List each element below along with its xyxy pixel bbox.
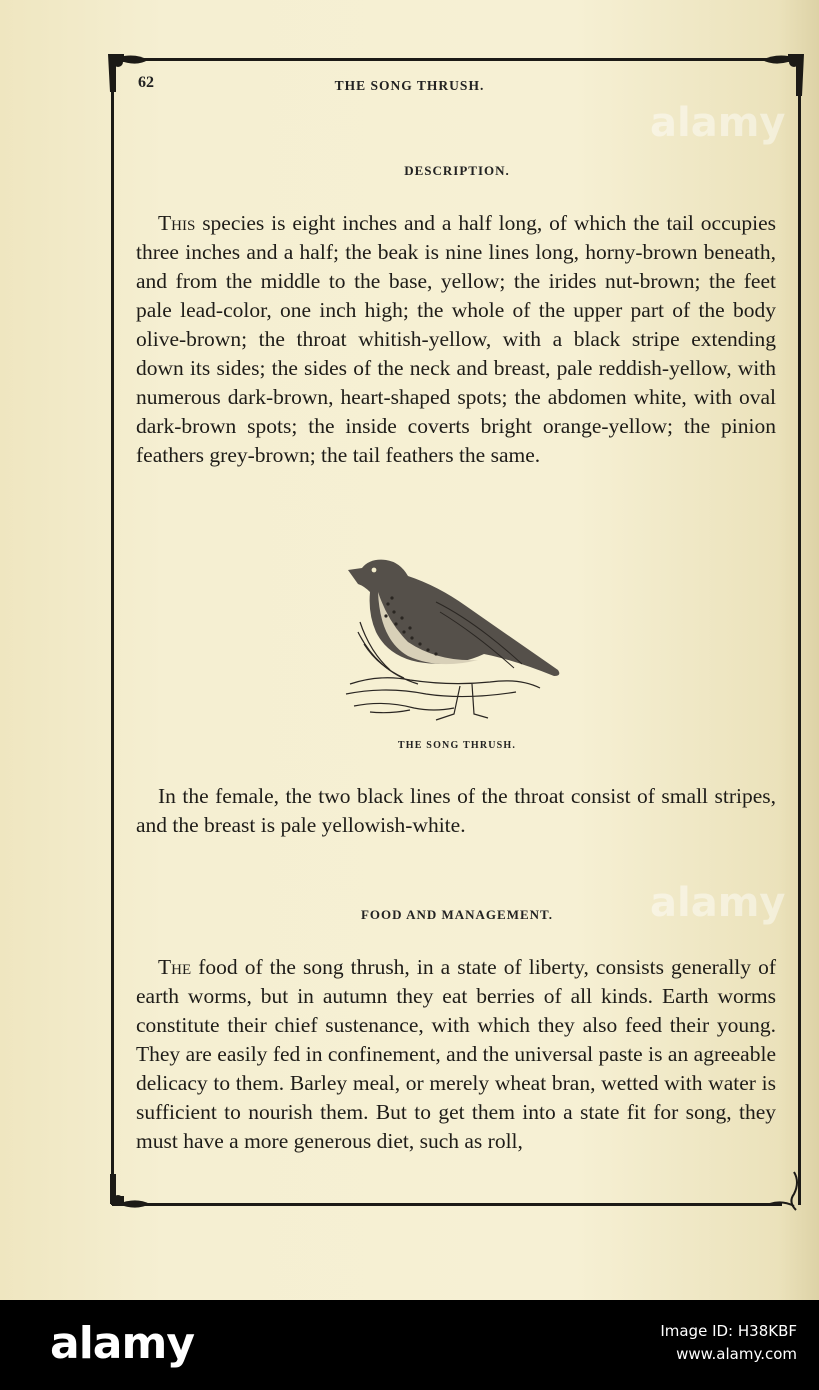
female-note-paragraph: In the female, the two black lines of the throat consist of small stripes, and the breast is pale yellowish-white. <box>136 784 776 837</box>
stock-logo: alamy <box>50 1318 194 1369</box>
corner-ornament-bottom-left <box>102 1170 152 1214</box>
watermark-top: alamy <box>650 100 786 146</box>
running-title: THE SONG THRUSH. <box>334 78 485 93</box>
frame-right-rule <box>798 60 801 1205</box>
food-paragraph <box>136 953 776 1156</box>
food-lead-word: The <box>158 955 192 979</box>
frame-top-rule <box>112 58 798 61</box>
description-lead-word: This <box>158 211 196 235</box>
food-heading: FOOD AND MANAGEMENT. <box>360 907 553 922</box>
song-thrush-engraving <box>340 552 572 732</box>
description-heading: DESCRIPTION. <box>404 163 510 178</box>
description-paragraph <box>136 209 776 470</box>
page-number: 62 <box>138 74 154 91</box>
watermark-mid: alamy <box>650 880 786 926</box>
image-id: Image ID: H38KBF <box>660 1322 797 1340</box>
illustration-caption: THE SONG THRUSH. <box>397 740 517 751</box>
description-body: species is eight inches and a half long, of which the tail occupies three inches and a half; the beak is nine lines long, horny-brown beneath, and from the middle to the base, yellow; the irides nut-brown; the feet pale lead-color, one inch high; the whole of the upper part of the body olive-brown; the throat whitish-yellow, with a black stripe extending down its sides; the sides of the neck and breast, pale reddish-yellow, with numerous dark-brown, heart-shaped spots; the abdomen white, with oval dark-brown spots; the inside coverts bright orange-yellow; the pinion feathers grey-brown; the tail feathers the same. <box>136 211 776 467</box>
stock-url: www.alamy.com <box>676 1345 797 1363</box>
corner-ornament-bottom-right <box>764 1168 804 1214</box>
frame-left-rule <box>111 60 114 1205</box>
frame-bottom-rule <box>112 1203 782 1206</box>
food-body: food of the song thrush, in a state of liberty, consists generally of earth worms, but in autumn they eat berries of all kinds. Earth worms constitute their chief sustenance, with which they also feed their young. They are easily fed in confinement, and the universal paste is an agreeable delicacy to them. Barley meal, or merely wheat bran, wetted with water is sufficient to nourish them. But to get them into a state fit for song, they must have a more generous diet, such as roll, <box>136 955 777 1153</box>
